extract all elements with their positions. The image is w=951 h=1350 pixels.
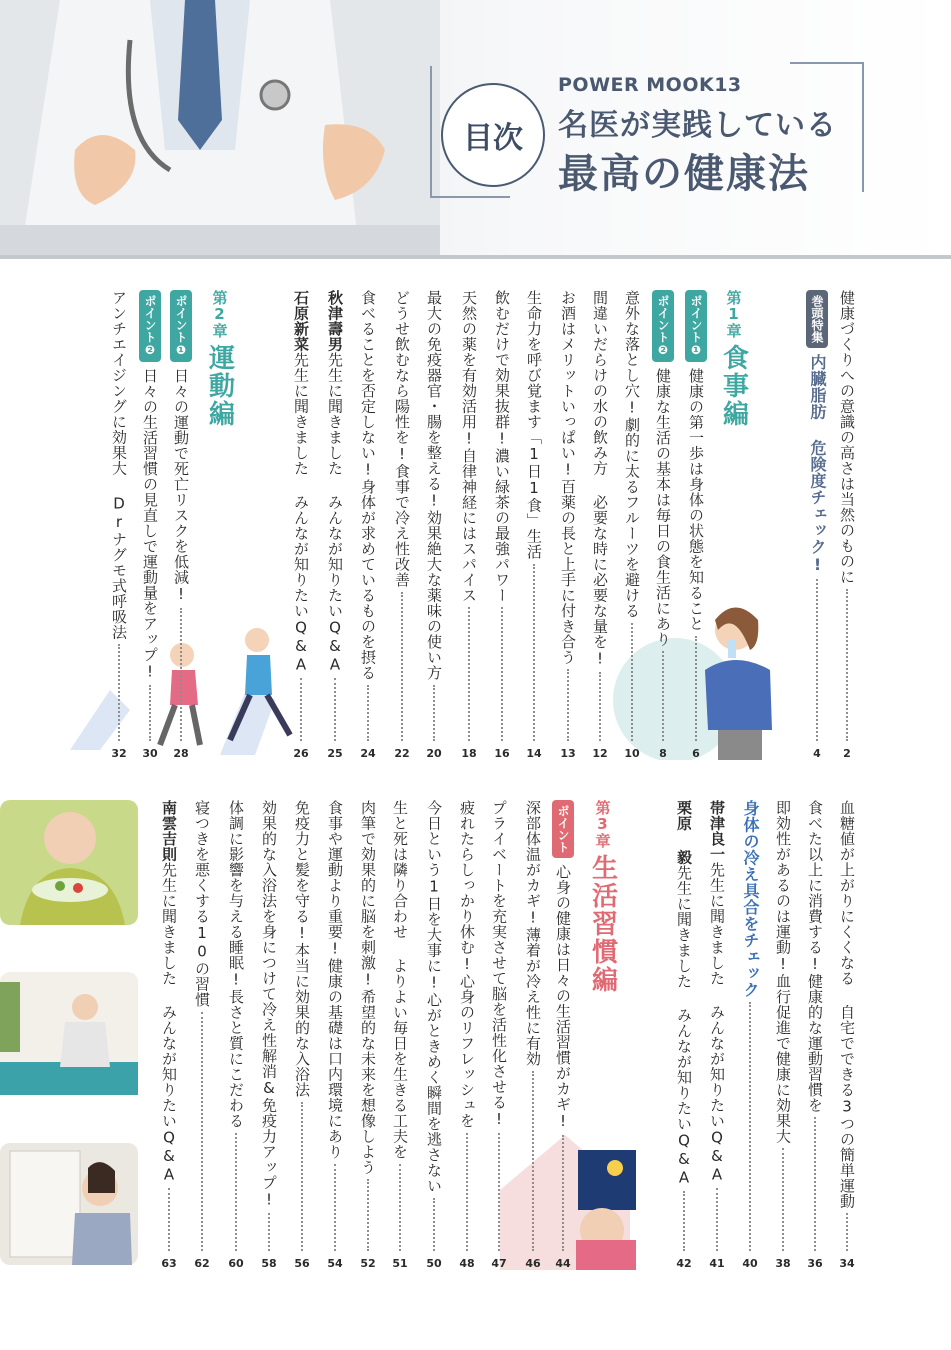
toc-entry-text: 深部体温がカギ!薄着が冷え性に有効	[524, 800, 542, 1067]
toc-entry-text: 体調に影響を与える睡眠!長さと質にこだわる	[227, 800, 245, 1129]
leader-dots	[433, 1198, 435, 1252]
page-number: 60	[228, 1257, 244, 1270]
toc-entry-text: お酒はメリットいっぱい!百薬の長と上手に付き合う	[559, 290, 577, 665]
leader-dots	[367, 685, 369, 742]
page-number: 36	[807, 1257, 823, 1270]
leader-dots	[662, 651, 664, 741]
toc-entry-text: 間違いだらけの水の飲み方 必要な時に必要な量を!	[591, 290, 609, 668]
leader-dots	[782, 1148, 784, 1251]
page-number: 13	[560, 747, 576, 760]
leader-dots	[433, 685, 435, 742]
toc-entry-text: 生命力を呼び覚ます「1日1食」生活	[525, 290, 543, 560]
leader-dots	[716, 1188, 718, 1251]
toc-entry-text: 内臓脂肪 危険度チェック!	[808, 354, 827, 575]
leader-dots	[567, 669, 569, 741]
toc-entry-text: 食べることを否定しない!身体が求めているものを摂る	[359, 290, 377, 681]
page-number: 14	[526, 747, 542, 760]
toc-column	[457, 290, 481, 760]
leader-dots	[533, 564, 535, 742]
toc-column	[390, 290, 414, 760]
chapter-heading	[587, 800, 618, 1030]
page-number: 6	[692, 747, 700, 760]
toc-column	[490, 290, 514, 760]
leader-dots	[846, 589, 848, 742]
toc-entry-text: 心身の健康は日々の生活習慣がカギ!	[554, 864, 572, 1131]
leader-dots	[599, 672, 601, 741]
header	[0, 0, 951, 258]
toc-entry-text: 健康の第一歩は身体の状態を知ること	[687, 368, 705, 632]
page-number: 34	[839, 1257, 855, 1270]
leader-dots	[301, 1102, 303, 1252]
toc-column	[803, 800, 827, 1270]
toc-column	[455, 800, 479, 1270]
doctor-name: 栗原 毅	[675, 800, 693, 865]
leader-dots	[562, 1135, 564, 1252]
leader-dots	[498, 1133, 500, 1252]
toc-entry-text: 疲れたらしっかり休む!心身のリフレッシュを	[458, 800, 476, 1129]
toc-column	[835, 800, 859, 1270]
leader-dots	[334, 1164, 336, 1252]
toc-entry-text: 寝つきを悪くする10の習慣	[193, 800, 211, 1008]
toc-column	[805, 290, 829, 760]
toc-column	[388, 800, 412, 1270]
page-number: 12	[592, 747, 608, 760]
leader-dots	[399, 1164, 401, 1252]
leader-dots	[168, 1188, 170, 1251]
leader-dots	[846, 1213, 848, 1251]
page-number: 50	[426, 1257, 442, 1270]
toc-column	[169, 290, 193, 760]
leader-dots	[816, 579, 818, 742]
toc-column	[138, 290, 162, 760]
page-number: 24	[360, 747, 376, 760]
toc-column	[672, 800, 696, 1270]
leader-dots	[749, 1002, 751, 1251]
toc-entry-text: 意外な落とし穴!劇的に太るフルーツを避ける	[623, 290, 641, 619]
leader-dots	[695, 636, 697, 742]
toc-entry-text: 食事や運動より重要!健康の基礎は口内環境にあり	[326, 800, 344, 1160]
toc-entry-text: 血糖値が上がりにくくなる 自宅でできる3つの簡単運動	[838, 800, 856, 1209]
toc-entry-text: アンチエイジングに効果大 Drナグモ式呼吸法	[110, 290, 128, 640]
page-number: 20	[426, 747, 442, 760]
page-number: 26	[293, 747, 309, 760]
page-number: 54	[327, 1257, 343, 1270]
toc-entry-text: 先生に聞きました みんなが知りたいQ&A	[708, 862, 726, 1184]
frame-line	[430, 66, 432, 196]
leader-dots	[814, 1117, 816, 1251]
chapter-heading	[204, 290, 235, 470]
page-number: 32	[111, 747, 127, 760]
toc-column	[422, 290, 446, 760]
point-tag: ポイント❷	[652, 290, 674, 362]
special-tag: 巻頭特集	[806, 290, 828, 348]
toc-entry-text: 今日という1日を大事に!心がときめく瞬間を逃さない	[425, 800, 443, 1194]
page-number: 63	[161, 1257, 177, 1270]
leader-dots	[268, 1213, 270, 1251]
toc-entry-text: 効果的な入浴法を身につけて冷え性解消&免疫力アップ!	[260, 800, 278, 1209]
doctor-name: 南雲吉則	[160, 800, 178, 862]
page-number: 52	[360, 1257, 376, 1270]
toc-entry-text: どうせ飲むなら陽性を!食事で冷え性改善	[393, 290, 411, 588]
toc-entry-text: 先生に聞きました みんなが知りたいQ&A	[326, 352, 344, 674]
chapter-number: 第2章	[210, 290, 229, 338]
toc-column	[323, 800, 347, 1270]
leader-dots	[468, 607, 470, 741]
toc-column	[224, 800, 248, 1270]
toc-column	[323, 290, 347, 760]
page-title-line1: 名医が実践している	[558, 108, 837, 143]
page-title-line2: 最高の健康法	[558, 151, 810, 197]
frame-line	[790, 62, 864, 64]
page-number: 44	[555, 1257, 571, 1270]
frame-line	[430, 196, 510, 198]
page-number: 51	[392, 1257, 408, 1270]
toc-column	[705, 800, 729, 1270]
toc-entry-text: 身体の冷え具合をチェック	[741, 800, 760, 998]
leader-dots	[683, 1191, 685, 1251]
toc-column	[422, 800, 446, 1270]
toc-column	[356, 800, 380, 1270]
header-divider	[0, 255, 951, 259]
page-number: 2	[843, 747, 851, 760]
chapter-number: 第3章	[593, 800, 612, 848]
series-label: POWER MOOK13	[558, 74, 742, 96]
toc-entry-text: 健康づくりへの意識の高さは当然のものに	[838, 290, 856, 585]
toc-entry-text: 日々の生活習慣の見直しで運動量をアップ!	[141, 368, 159, 681]
leader-dots	[401, 592, 403, 742]
toc-entry-text: 肉筆で効果的に脳を刺激!希望的な未来を想像しよう	[359, 800, 377, 1175]
toc-column	[356, 290, 380, 760]
toc-column	[487, 800, 511, 1270]
page-number: 25	[327, 747, 343, 760]
toc-entry-text: 日々の運動で死亡リスクを低減!	[172, 368, 190, 604]
toc-entry-text: 天然の薬を有効活用!自律神経にはスパイス	[460, 290, 478, 603]
leader-dots	[118, 644, 120, 741]
leader-dots	[334, 678, 336, 741]
toc-entry-text: 先生に聞きました みんなが知りたいQ&A	[292, 352, 310, 674]
woman-eating-salad-photo	[0, 800, 138, 925]
toc-column	[551, 800, 575, 1270]
page-number: 28	[173, 747, 189, 760]
point-tag: ポイント❶	[170, 290, 192, 362]
page-number: 41	[709, 1257, 725, 1270]
toc-badge: 目次	[441, 83, 545, 187]
toc-column	[684, 290, 708, 760]
point-tag: ポイント❶	[685, 290, 707, 362]
toc-column	[556, 290, 580, 760]
toc-column	[651, 290, 675, 760]
page-number: 47	[491, 1257, 507, 1270]
woman-brushing-teeth-photo	[0, 1143, 138, 1265]
toc-entry-text: 健康な生活の基本は毎日の食生活にあり	[654, 368, 672, 647]
page-number: 10	[624, 747, 640, 760]
toc-column	[738, 800, 762, 1270]
page-number: 58	[261, 1257, 277, 1270]
page-number: 42	[676, 1257, 692, 1270]
toc-column	[190, 800, 214, 1270]
leader-dots	[180, 608, 182, 742]
doctor-name: 帯津良一	[708, 800, 726, 862]
doctor-name: 石原新菜	[292, 290, 310, 352]
chapter-number: 第1章	[724, 290, 743, 338]
toc-entry-text: 先生に聞きました みんなが知りたいQ&A	[160, 862, 178, 1184]
toc-column	[522, 290, 546, 760]
page-number: 22	[394, 747, 410, 760]
leader-dots	[235, 1133, 237, 1252]
toc-entry-text: 飲むだけで効果抜群!濃い緑茶の最強パワー	[493, 290, 511, 603]
toc-column	[521, 800, 545, 1270]
toc-entry-text: 即効性があるのは運動!血行促進で健康に効果大	[774, 800, 792, 1144]
toc-column	[620, 290, 644, 760]
page-number: 46	[525, 1257, 541, 1270]
doctor-illustration	[0, 0, 440, 258]
leader-dots	[466, 1133, 468, 1252]
toc-entry-text: 最大の免疫器官・腸を整える!効果絶大な薬味の使い方	[425, 290, 443, 681]
toc-column	[588, 290, 612, 760]
chapter-title: 運動編	[204, 344, 235, 428]
page-number: 38	[775, 1257, 791, 1270]
toc-entry-text: 免疫力と髪を守る!本当に効果的な入浴法	[293, 800, 311, 1098]
leader-dots	[532, 1071, 534, 1252]
page-number: 40	[742, 1257, 758, 1270]
leader-dots	[149, 685, 151, 741]
frame-line	[862, 62, 864, 192]
page-number: 8	[659, 747, 667, 760]
page-number: 16	[494, 747, 510, 760]
page-number: 48	[459, 1257, 475, 1270]
toc-column	[157, 800, 181, 1270]
point-tag: ポイント❷	[139, 290, 161, 362]
toc-entry-text: 先生に聞きました みんなが知りたいQ&A	[675, 865, 693, 1187]
toc-entry-text: 生と死は隣り合わせ よりよい毎日を生きる工夫を	[391, 800, 409, 1160]
toc-entry-text: 食べた以上に消費する!健康的な運動習慣を	[806, 800, 824, 1113]
chapter-title: 生活習慣編	[587, 854, 618, 994]
point-tag: ポイント	[552, 800, 574, 858]
page-number: 56	[294, 1257, 310, 1270]
leader-dots	[367, 1179, 369, 1251]
toc-column	[289, 290, 313, 760]
toc-entry-text: プライベートを充実させて脳を活性化させる!	[490, 800, 508, 1129]
page-number: 62	[194, 1257, 210, 1270]
woman-stretching-photo	[0, 972, 138, 1095]
leader-dots	[300, 678, 302, 741]
page-number: 4	[813, 747, 821, 760]
page-number: 18	[461, 747, 477, 760]
chapter-heading	[718, 290, 749, 470]
toc-column	[835, 290, 859, 760]
page-number: 30	[142, 747, 158, 760]
leader-dots	[631, 623, 633, 742]
toc-column	[771, 800, 795, 1270]
toc-column	[257, 800, 281, 1270]
chapter-title: 食事編	[718, 344, 749, 428]
doctor-name: 秋津壽男	[326, 290, 344, 352]
leader-dots	[501, 607, 503, 741]
toc-column	[290, 800, 314, 1270]
toc-column	[107, 290, 131, 760]
leader-dots	[201, 1012, 203, 1252]
